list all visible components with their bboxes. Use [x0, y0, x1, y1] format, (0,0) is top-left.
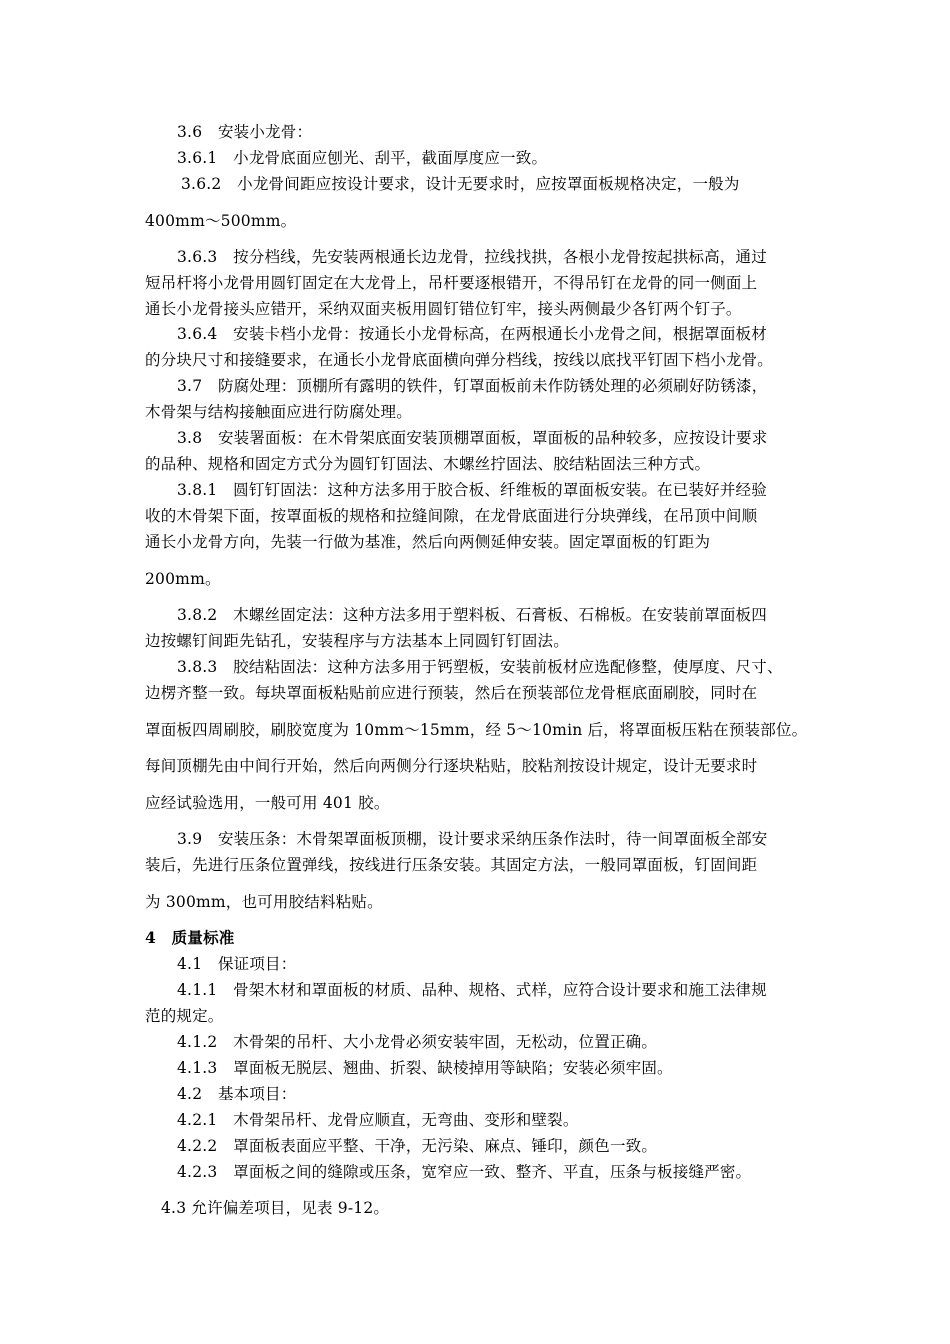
paragraph-line: 每间顶棚先由中间行开始，然后向两侧分行逐块粘贴，胶粘剂按设计规定，设计无要求时 — [145, 757, 758, 775]
paragraph-line: 的品种、规格和固定方式分为圆钉钉固法、木螺丝拧固法、胶结粘固法三种方式。 — [145, 455, 711, 473]
paragraph-line: 3.8 安装署面板：在木骨架底面安装顶棚罩面板，罩面板的品种较多，应按设计要求 — [177, 429, 768, 447]
paragraph-line: 3.6.2 小龙骨间距应按设计要求，设计无要求时，应按罩面板规格决定，一般为 — [181, 175, 740, 193]
paragraph-line: 3.7 防腐处理：顶棚所有露明的铁件，钉罩面板前未作防锈处理的必须刷好防锈漆， — [177, 377, 768, 395]
paragraph-line: 通长小龙骨接头应错开，采纳双面夹板用圆钉错位钉牢，接头两侧最少各钉两个钉子。 — [145, 300, 742, 318]
paragraph-line: 通长小龙骨方向，先装一行做为基准，然后向两侧延伸安装。固定罩面板的钉距为 — [145, 533, 711, 551]
section-heading-4: 4 质量标准 — [145, 928, 235, 947]
paragraph-line: 4.2.1 木骨架吊杆、龙骨应顺直，无弯曲、变形和壁裂。 — [177, 1111, 579, 1129]
paragraph-line: 4.1.1 骨架木材和罩面板的材质、品种、规格、式样，应符合设计要求和施工法律规 — [177, 981, 767, 999]
paragraph-line: 边按螺钉间距先钻孔，安装程序与方法基本上同圆钉钉固法。 — [145, 632, 569, 650]
paragraph-line: 装后，先进行压条位置弹线，按线进行压条安装。其固定方法，一般同罩面板，钉固间距 — [145, 856, 758, 874]
paragraph-line: 范的规定。 — [145, 1007, 224, 1025]
paragraph-line: 为 300mm，也可用胶结料粘贴。 — [145, 893, 383, 911]
subsection-heading-4-2: 4.2 基本项目： — [177, 1085, 297, 1103]
paragraph-line: 收的木骨架下面，按罩面板的规格和拉缝间隙，在龙骨底面进行分块弹线，在吊顶中间顺 — [145, 507, 758, 525]
paragraph-line: 罩面板四周刷胶，刷胶宽度为 10mm～15mm，经 5～10min 后，将罩面板压粘在预装部位。 — [145, 721, 808, 739]
paragraph-line: 3.6.3 按分档线，先安装两根通长边龙骨，拉线找拱，各根小龙骨按起拱标高，通过 — [177, 248, 767, 266]
paragraph-line: 4.2.2 罩面板表面应平整、干净，无污染、麻点、锤印，颜色一致。 — [177, 1137, 658, 1155]
paragraph-line: 4.2.3 罩面板之间的缝隙或压条，宽窄应一致、整齐、平直，压条与板接缝严密。 — [177, 1163, 752, 1181]
paragraph-line: 3.8.3 胶结粘固法：这种方法多用于钙塑板，安装前板材应选配修整，使厚度、尺寸、 — [177, 658, 783, 676]
paragraph-line: 3.6.4 安装卡档小龙骨：按通长小龙骨标高，在两根通长小龙骨之间，根据罩面板材 — [177, 325, 767, 343]
paragraph-line: 边楞齐整一致。每块罩面板粘贴前应进行预装，然后在预装部位龙骨框底面刷胶，同时在 — [145, 684, 758, 702]
subsection-heading-4-1: 4.1 保证项目： — [177, 955, 297, 973]
paragraph-line: 3.9 安装压条：木骨架罩面板顶棚，设计要求采纳压条作法时，待一间罩面板全部安 — [177, 830, 768, 848]
paragraph-line: 短吊杆将小龙骨用圆钉固定在大龙骨上，吊杆要逐根错开，不得吊钉在龙骨的同一侧面上 — [145, 274, 758, 292]
paragraph-line: 3.8.2 木螺丝固定法：这种方法多用于塑料板、石膏板、石棉板。在安装前罩面板四 — [177, 606, 767, 624]
paragraph-line: 4.1.3 罩面板无脱层、翘曲、折裂、缺棱掉用等缺陷；安装必须牢固。 — [177, 1059, 673, 1077]
paragraph-line: 200mm。 — [145, 570, 221, 588]
paragraph-line: 应经试验选用，一般可用 401 胶。 — [145, 794, 390, 812]
paragraph-line: 的分块尺寸和接缝要求，在通长小龙骨底面横向弹分档线，按线以底找平钉固下档小龙骨。 — [145, 351, 774, 369]
paragraph-line: 4.1.2 木骨架的吊杆、大小龙骨必须安装牢固，无松动，位置正确。 — [177, 1033, 658, 1051]
paragraph-line: 400mm～500mm。 — [145, 212, 297, 230]
paragraph-line: 4.3 允许偏差项目，见表 9-12。 — [161, 1199, 390, 1217]
paragraph-line: 3.8.1 圆钉钉固法：这种方法多用于胶合板、纤维板的罩面板安装。在已装好并经验 — [177, 481, 767, 499]
paragraph-line: 木骨架与结构接触面应进行防腐处理。 — [145, 403, 412, 421]
paragraph-line: 3.6.1 小龙骨底面应刨光、刮平，截面厚度应一致。 — [177, 149, 548, 167]
section-heading-3-6: 3.6 安装小龙骨： — [177, 123, 313, 141]
